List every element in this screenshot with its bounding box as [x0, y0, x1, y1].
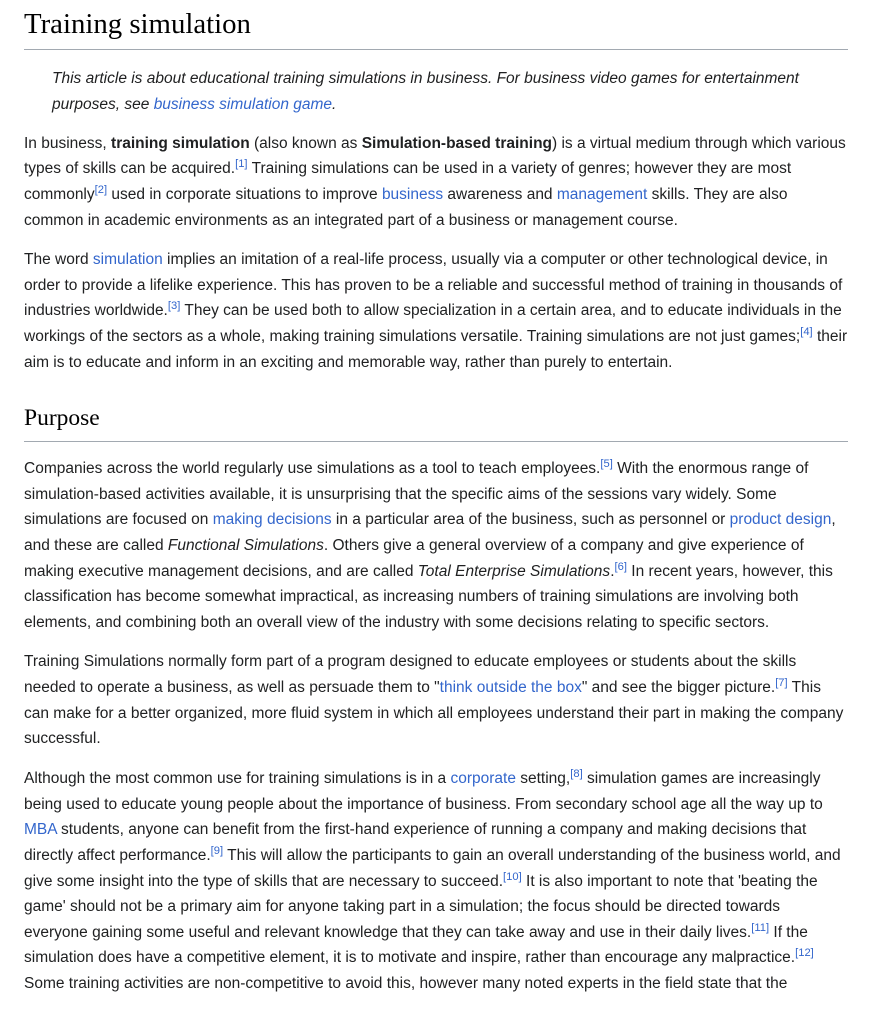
- body-text: ) is a virtual medium through which various types of skills can be acquired.: [24, 134, 846, 178]
- sections-container: [24, 403, 848, 996]
- article-link[interactable]: product design: [729, 511, 832, 529]
- lead-section: [24, 131, 848, 376]
- citation-ref[interactable]: [615, 560, 627, 572]
- body-text: In business,: [24, 134, 112, 152]
- article-link[interactable]: think outside the box: [439, 679, 582, 697]
- citation-ref[interactable]: [800, 326, 812, 338]
- paragraph: [24, 131, 848, 234]
- article-link[interactable]: making decisions: [212, 511, 332, 529]
- bold-term: Simulation-based training: [361, 134, 553, 152]
- paragraph: [24, 649, 848, 752]
- body-text: skills. They are also common in academic environments as an integrated part of a business or management course.: [24, 185, 788, 229]
- citation-link[interactable]: [3]: [167, 300, 181, 313]
- citation-link[interactable]: [2]: [94, 183, 108, 196]
- article-link[interactable]: corporate: [450, 770, 516, 787]
- citation-ref[interactable]: [795, 947, 814, 959]
- citation-link[interactable]: [10]: [503, 870, 522, 883]
- paragraph: [24, 247, 848, 375]
- body-text: It is also important to note that 'beating the game' should not be a primary aim for anyone taking part in a simulation; the focus should be directed towards everyone gaining some useful and relevant knowledge that they can take away and use in their daily lives.: [24, 872, 818, 941]
- citation-ref[interactable]: [211, 845, 223, 857]
- article-link[interactable]: management: [556, 185, 648, 203]
- body-text: Companies across the world regularly use simulations as a tool to teach employees.: [24, 459, 601, 477]
- body-text: This can make for a better organized, more fluid system in which all employees understand their part in making the company successful.: [24, 679, 844, 748]
- body-text: simulation games are increasingly being used to educate young people about the importance of business. From secondary school age all the way up to: [24, 770, 823, 813]
- section-heading-purpose: Purpose: [24, 403, 848, 442]
- body-text: implies an imitation of a real-life process, usually via a computer or other technological device, in order to provide a lifelike experience. This has proven to be a reliable and successful method of training in thousands of industries worldwide.: [24, 251, 843, 320]
- citation-ref[interactable]: [751, 922, 769, 934]
- bold-term: training simulation: [111, 134, 250, 152]
- citation-link[interactable]: [8]: [570, 767, 583, 780]
- citation-link[interactable]: [7]: [775, 676, 788, 689]
- article-link[interactable]: business: [381, 185, 444, 203]
- body-text: " and see the bigger picture.: [581, 679, 776, 697]
- body-text: Training Simulations normally form part of a program designed to educate employees or students about the skills needed to operate a business, as well as persuade them to ": [24, 653, 797, 697]
- citation-ref[interactable]: [503, 870, 522, 882]
- citation-link[interactable]: [6]: [614, 560, 627, 573]
- citation-ref[interactable]: [168, 300, 180, 312]
- citation-ref[interactable]: [235, 158, 247, 170]
- body-text: They can be used both to allow specialization in a certain area, and to educate individuals in the workings of the sectors as a whole, making training simulations versatile. Training simulations are not just games;: [24, 302, 842, 346]
- hatnote: [24, 66, 848, 116]
- hatnote-text-before: This article is about educational training simulations in business. For business video games for entertainment purposes, see: [52, 70, 799, 113]
- paragraph: [24, 766, 848, 997]
- citation-link[interactable]: [9]: [210, 844, 224, 857]
- body-text: awareness and: [443, 185, 557, 203]
- body-text: , and these are called: [24, 511, 836, 554]
- body-text: If the simulation does have a competitive element, it is to motivate and inspire, rather than encourage any malpractice.: [24, 923, 808, 967]
- article-link[interactable]: MBA: [24, 821, 57, 839]
- body-text: This will allow the participants to gain an overall understanding of the business world, and give some insight into the type of skills that are necessary to succeed.: [24, 846, 841, 890]
- body-text: in a particular area of the business, such as personnel or: [331, 511, 730, 529]
- body-text: Although the most common use for training simulations is in a: [24, 770, 451, 787]
- hatnote-text-after: .: [332, 95, 337, 113]
- body-text: The word: [24, 251, 93, 269]
- citation-ref[interactable]: [95, 184, 107, 196]
- body-text: students, anyone can benefit from the first-hand experience of running a company and making decisions that directly affect performance.: [24, 821, 807, 864]
- citation-ref[interactable]: [600, 458, 612, 470]
- body-text: . Others give a general overview of a company and give experience of making executive management decisions, and are called: [24, 536, 804, 580]
- italic-term: Total Enterprise Simulations: [417, 562, 611, 580]
- body-text: Training simulations can be used in a variety of genres; however they are most commonly: [24, 160, 792, 203]
- citation-link[interactable]: [1]: [235, 158, 248, 171]
- citation-ref[interactable]: [775, 677, 787, 689]
- body-text: their aim is to educate and inform in an exciting and memorable way, rather than purely to entertain.: [24, 328, 848, 371]
- body-text: In recent years, however, this classification has become somewhat impractical, as increasing numbers of training simulations are involving both elements, and combining both an overall view of the industry with some decisions relating to specific sectors.: [24, 562, 833, 631]
- citation-link[interactable]: [12]: [795, 947, 814, 960]
- citation-ref[interactable]: [570, 768, 582, 780]
- paragraph: [24, 456, 848, 635]
- body-text: setting,: [515, 770, 571, 787]
- hatnote-link-business-simulation-game[interactable]: business simulation game: [153, 95, 333, 113]
- article-link[interactable]: simulation: [92, 251, 163, 269]
- body-text: Some training activities are non-competitive to avoid this, however many noted experts in the field state that the: [24, 975, 788, 993]
- page-title: Training simulation: [24, 0, 848, 50]
- body-text: used in corporate situations to improve: [107, 185, 382, 203]
- body-text: (also known as: [249, 134, 362, 152]
- body-text: With the enormous range of simulation-based activities available, it is unsurprising that the specific aims of the sessions vary widely. Some simulations are focused on: [24, 459, 809, 529]
- citation-link[interactable]: [4]: [800, 325, 813, 338]
- body-text: .: [610, 562, 615, 580]
- citation-link[interactable]: [11]: [751, 921, 770, 934]
- citation-link[interactable]: [5]: [600, 457, 613, 470]
- italic-term: Functional Simulations: [167, 536, 324, 554]
